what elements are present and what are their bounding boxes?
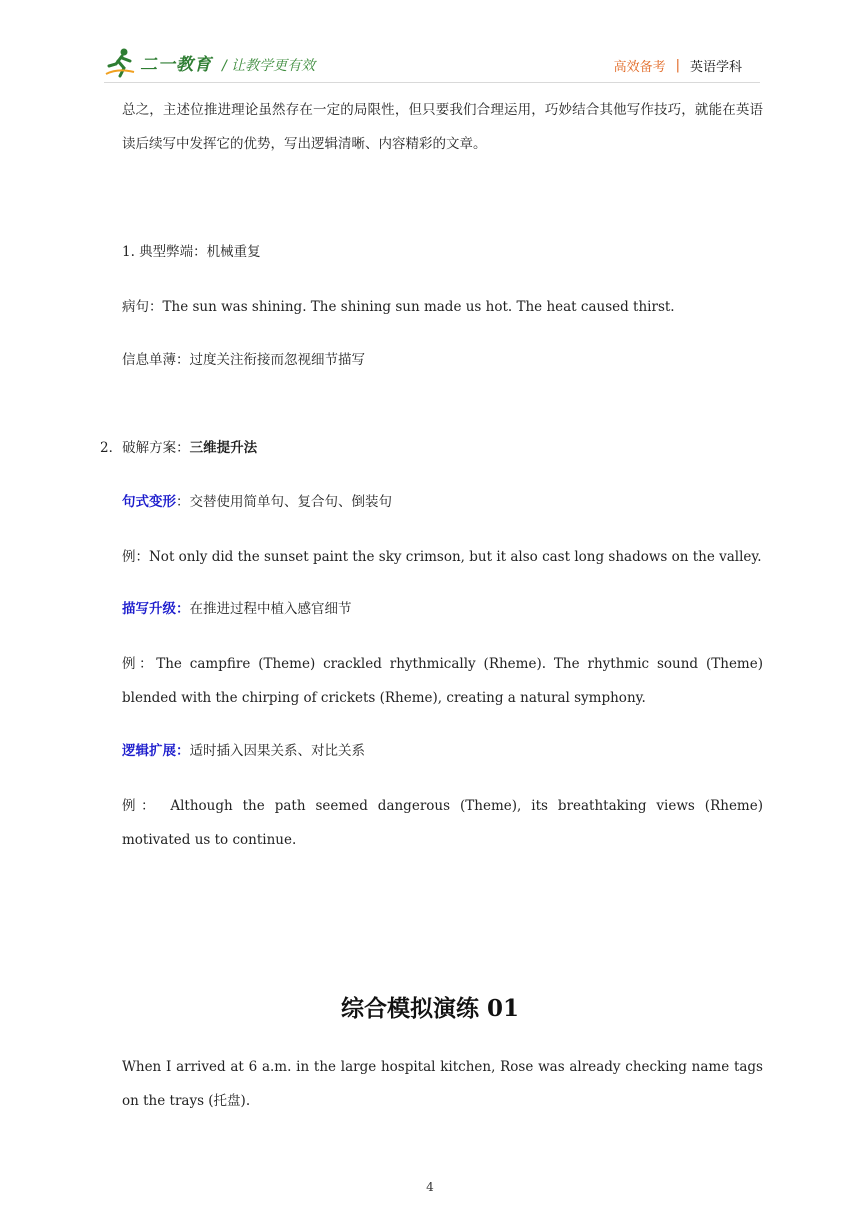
- page-header: [0, 0, 860, 90]
- header-subject-name: 英语学科: [689, 60, 742, 75]
- example-1: 例：Not only did the sunset paint the sky crimson, but it also cast long shadows on the valley.: [122, 549, 762, 565]
- sentence-text: ：交替使用简单句、复合句、倒装句: [176, 494, 392, 510]
- sentence-variation: [122, 485, 763, 519]
- describe-text: 在推进过程中植入感官细节: [189, 601, 352, 617]
- item2-title: [100, 431, 741, 465]
- page-number: 4: [426, 1180, 434, 1194]
- example-3: 例： Although the path seemed dangerous (Theme), its breathtaking views (Rheme) motivated us to continue.: [122, 798, 763, 848]
- header-tag: 高效备考: [613, 60, 666, 75]
- header-divider: [104, 82, 760, 83]
- item2-bold: 三维提升法: [189, 440, 258, 456]
- exercise-paragraph: When I arrived at 6 a.m. in the large hospital kitchen, Rose was already checking name tags on the trays (托盘).: [122, 1059, 763, 1109]
- sentence-label: 句式变形: [122, 494, 176, 510]
- item2-prefix: 2．破解方案：: [100, 440, 190, 456]
- item1-title: 1. 典型弊端：机械重复: [122, 244, 261, 260]
- describe-upgrade: [122, 592, 763, 626]
- runner-logo-icon: [104, 46, 138, 78]
- describe-label: 描写升级：: [122, 601, 190, 617]
- logo-text: 二一教育: [140, 54, 212, 75]
- logic-label: 逻辑扩展：: [122, 743, 190, 759]
- logic-text: 适时插入因果关系、对比关系: [189, 743, 365, 759]
- logo: [104, 46, 212, 78]
- sick-sentence: 病句：The sun was shining. The shining sun made us hot. The heat caused thirst.: [122, 299, 675, 315]
- section-title: 综合模拟演练 01: [340, 995, 519, 1022]
- header-subject: [614, 56, 742, 75]
- header-separator: |: [675, 58, 680, 73]
- summary-paragraph: 总之，主述位推进理论虽然存在一定的局限性，但只要我们合理运用，巧妙结合其他写作技巧，就能在英语读后续写中发挥它的优势，写出逻辑清晰、内容精彩的文章。: [122, 102, 763, 152]
- thin-info: 信息单薄：过度关注衔接而忽视细节描写: [122, 352, 365, 368]
- slogan: / 让教学更有效: [222, 58, 316, 74]
- logic-extension: [122, 734, 763, 768]
- example-2: 例：The campfire (Theme) crackled rhythmically (Rheme). The rhythmic sound (Theme) blended with the chirping of crickets (Rheme), creating a natural symphony.: [122, 656, 763, 706]
